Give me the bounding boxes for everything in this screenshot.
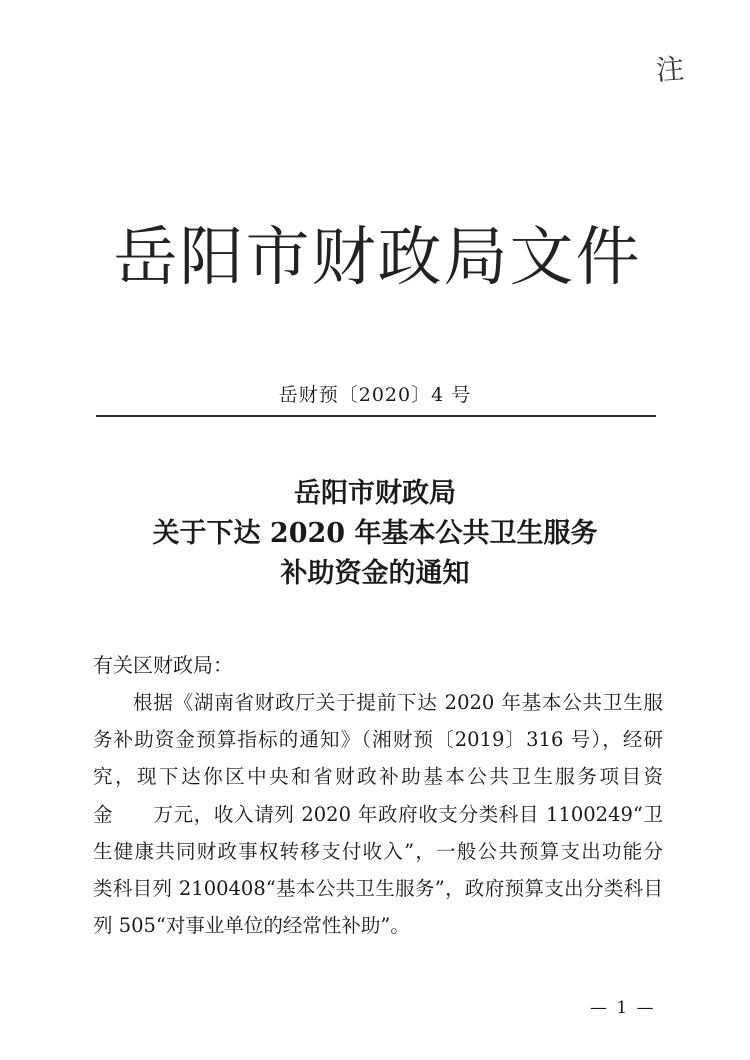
handwritten-annotation: 注 bbox=[654, 52, 684, 87]
body-line: 类科目列 2100408“基本公共卫生服务”，政府预算支出分类科目 bbox=[93, 877, 663, 901]
salutation: 有关区财政局： bbox=[93, 653, 233, 677]
title-line-3: 补助资金的通知 bbox=[280, 558, 470, 589]
body-line: 金 万元，收入请列 2020 年政府收支分类科目 1100249“卫 bbox=[93, 802, 663, 826]
body-line: 务补助资金预算指标的通知》（湘财预〔2019〕316 号），经研 bbox=[93, 728, 663, 752]
body-line: 生健康共同财政事权转移支付收入”，一般公共预算支出功能分 bbox=[93, 839, 663, 863]
body-line: 究，现下达你区中央和省财政补助基本公共卫生服务项目资 bbox=[93, 765, 663, 789]
body-line: 根据《湖南省财政厅关于提前下达 2020 年基本公共卫生服 bbox=[133, 691, 663, 714]
document-number: 岳财预〔2020〕4 号 bbox=[278, 384, 472, 406]
page-number: — 1 — bbox=[590, 998, 656, 1018]
body-paragraph bbox=[93, 684, 663, 944]
body-line: 列 505“对事业单位的经常性补助”。 bbox=[93, 914, 410, 938]
title-line-2: 关于下达 2020 年基本公共卫生服务 bbox=[152, 518, 598, 549]
masthead-divider bbox=[96, 415, 656, 417]
document-title bbox=[0, 474, 750, 594]
title-line-1: 岳阳市财政局 bbox=[294, 478, 456, 509]
document-masthead: 岳阳市财政局文件 bbox=[113, 221, 642, 295]
